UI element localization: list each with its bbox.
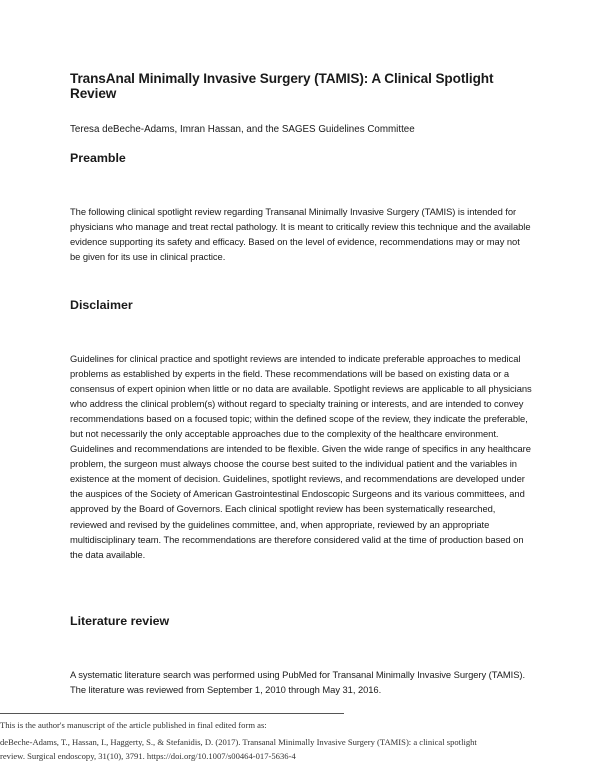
- footnote-line-1: This is the author's manuscript of the article published in final edited form as:: [0, 720, 267, 730]
- footnote-divider: [0, 713, 344, 714]
- preamble-paragraph: The following clinical spotlight review regarding Transanal Minimally Invasive Surgery (TAMIS) is intended for physicians who manage and treat rectal pathology. It is meant to critically review this technique and the available evidence supporting its safety and efficacy. Based on the level of evidence, recommendations may or may not be given for its use in clinical practice.: [70, 206, 531, 263]
- footnote-citation-line-1: deBeche-Adams, T., Hassan, I., Haggerty, S., & Stefanidis, D. (2017). Transanal Minimally Invasive Surgery (TAMIS): a clinical spotlight: [0, 737, 477, 747]
- disclaimer-heading: Disclaimer: [70, 298, 133, 312]
- disclaimer-paragraph: Guidelines for clinical practice and spotlight reviews are intended to indicate preferable approaches to medical problems as established by experts in the field. These recommendations will be based on existing data or a consensus of expert opinion when little or no data are available. Spotlight reviews are applicable to all physicians who address the clinical problem(s) without regard to specialty training or interests, and are intended to convey recommendations based on a focused topic; within the defined scope of the review, they indicate the preferable, but not necessarily the only acceptable approaches due to the complexity of the healthcare environment. Guidelines and recommendations are intended to be flexible. Given the wide range of specifics in any healthcare problem, the surgeon must always choose the course best suited to the individual patient and the variables in existence at the moment of decision. Guidelines, spotlight reviews, and recommendations are developed under the auspices of the Society of American Gastrointestinal Endoscopic Surgeons and its various committees, and approved by the Board of Governors. Each clinical spotlight review has been systematically researched, reviewed and revised by the guidelines committee, and, when appropriate, reviewed by an appropriate multidisciplinary team. The recommendations are therefore considered valid at the time of production based on the data available.: [70, 353, 532, 560]
- author-line: Teresa deBeche-Adams, Imran Hassan, and the SAGES Guidelines Committee: [70, 124, 415, 135]
- literature-review-paragraph: A systematic literature search was performed using PubMed for Transanal Minimally Invasive Surgery (TAMIS). The literature was reviewed from September 1, 2010 through May 31, 2016.: [70, 669, 526, 696]
- paper-title: TransAnal Minimally Invasive Surgery (TAMIS): A Clinical Spotlight Review: [70, 71, 494, 101]
- footnote-citation-line-2: review. Surgical endoscopy, 31(10), 3791. https://doi.org/10.1007/s00464-017-5636-4: [0, 751, 296, 761]
- preamble-heading: Preamble: [70, 151, 126, 165]
- literature-review-heading: Literature review: [70, 614, 170, 628]
